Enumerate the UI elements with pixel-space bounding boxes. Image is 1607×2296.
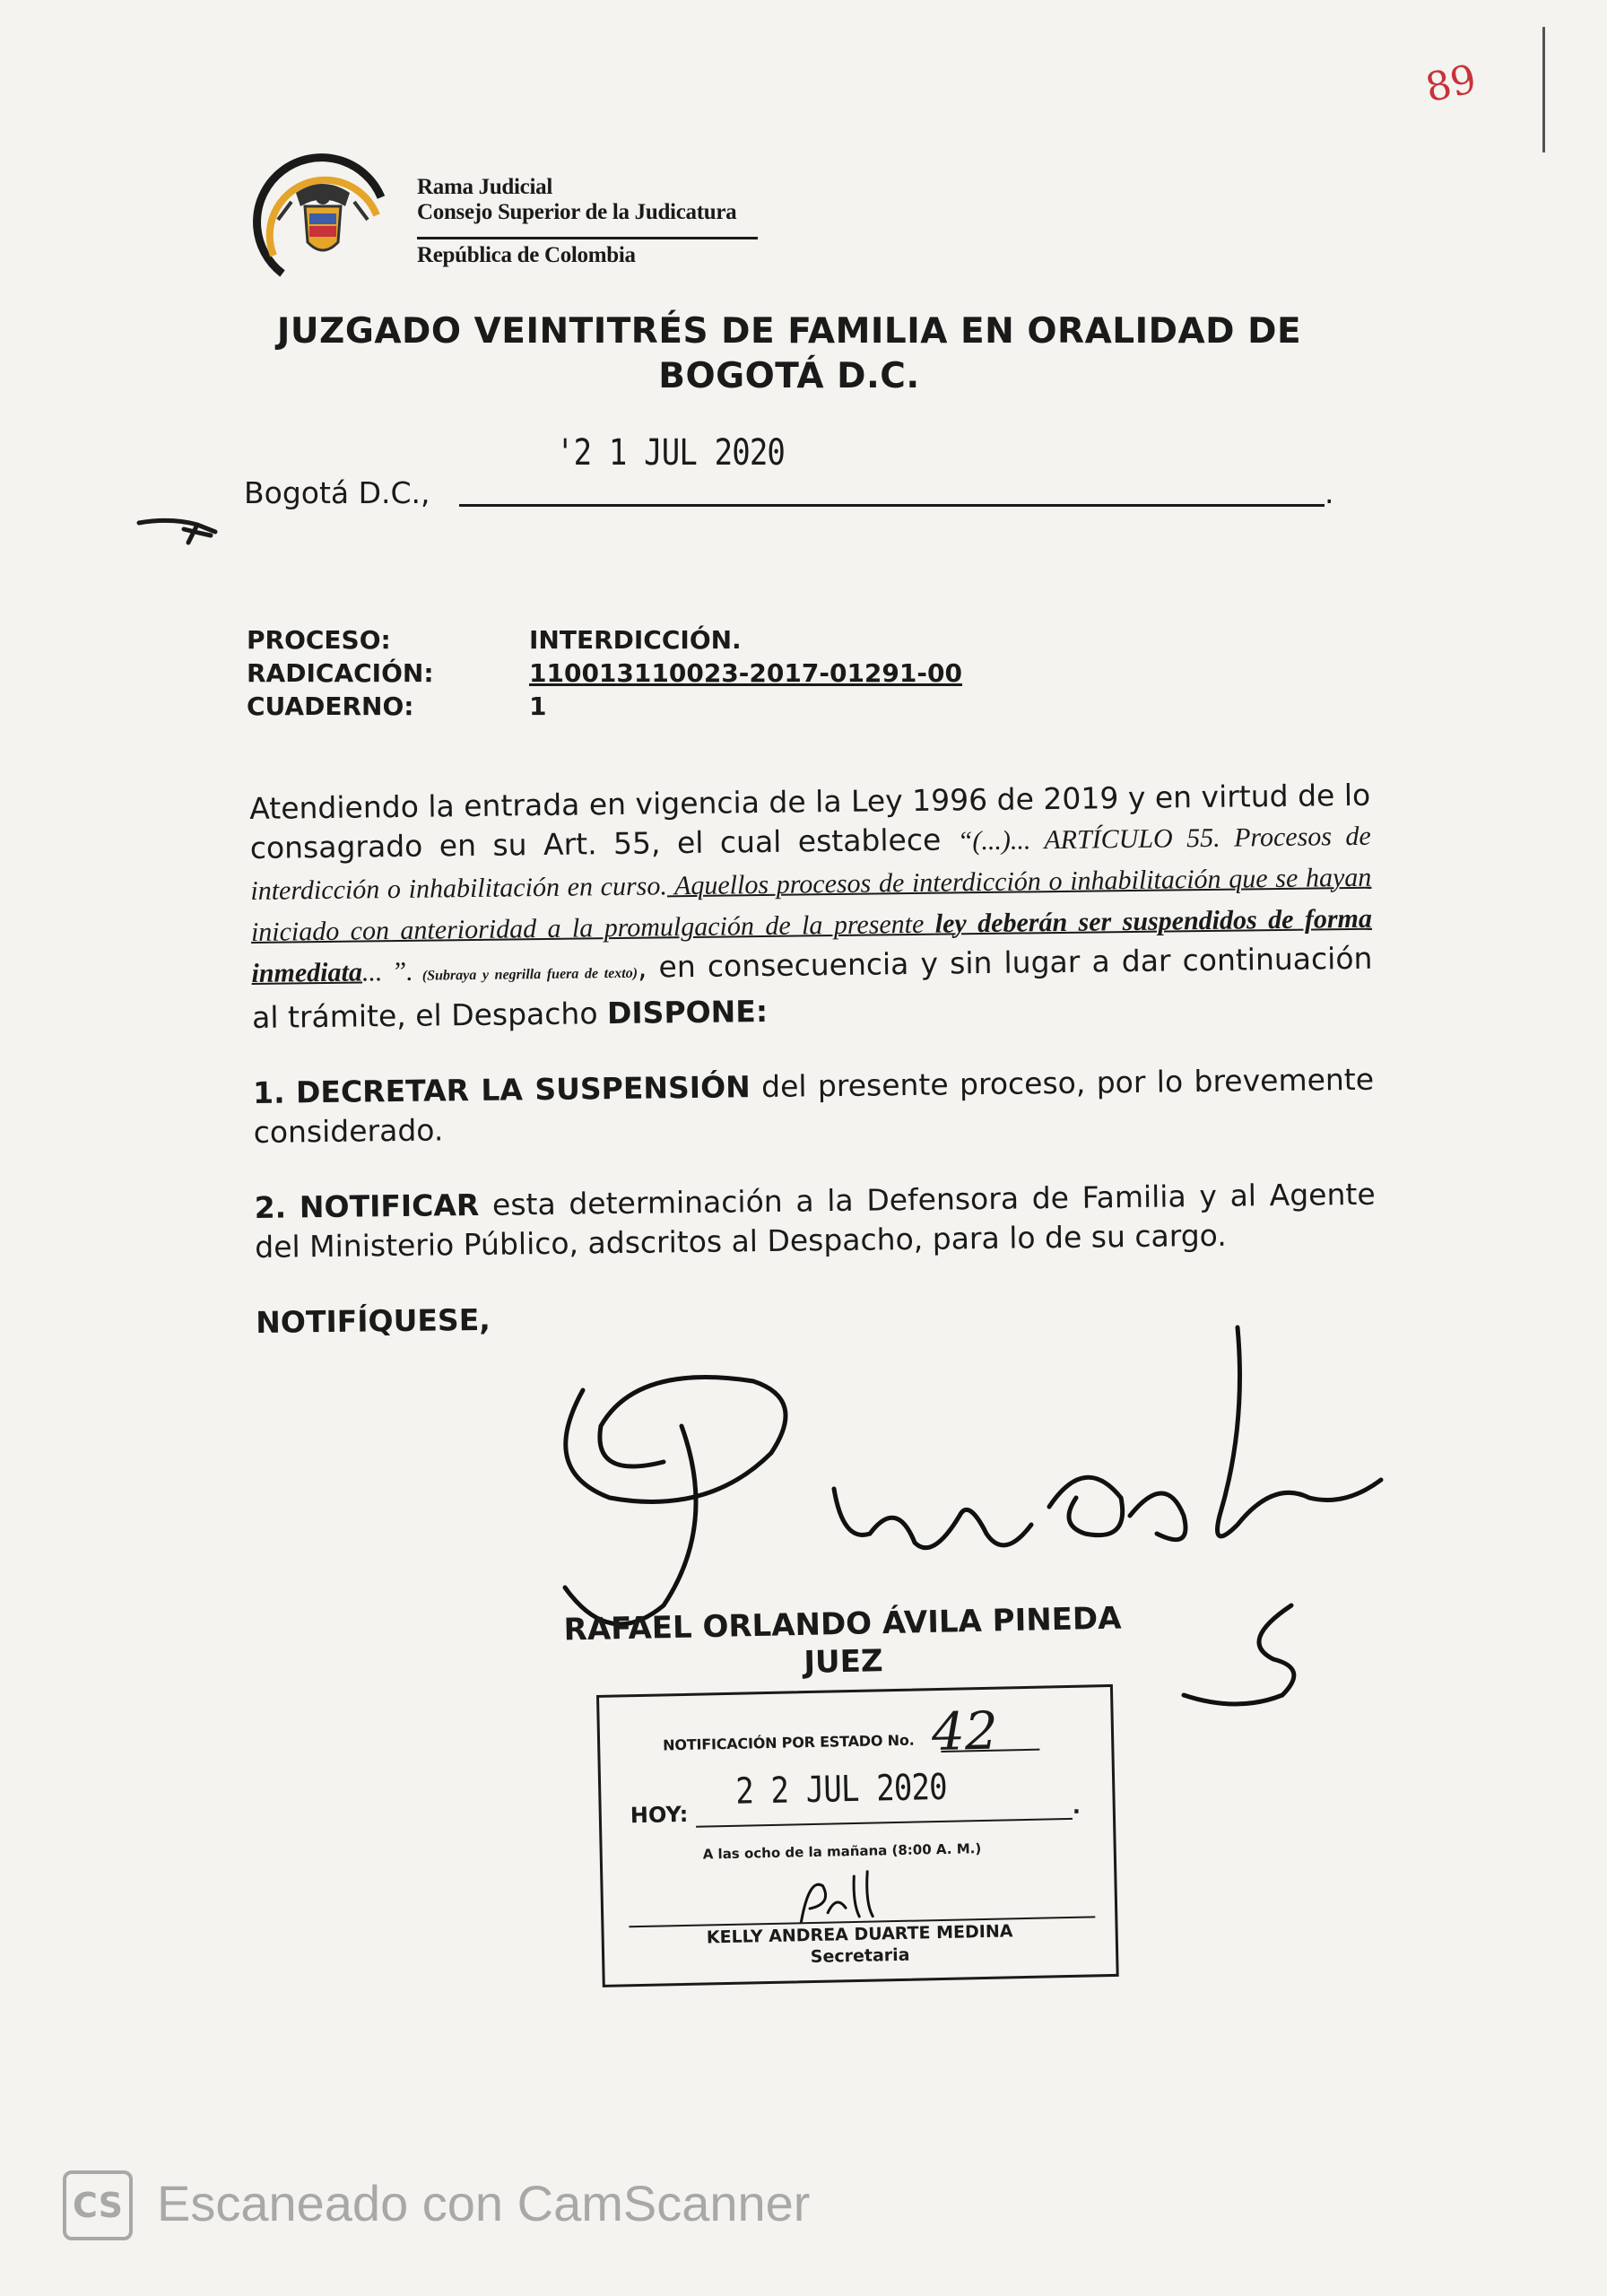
item2-number: 2. — [254, 1189, 287, 1225]
judge-block — [528, 1599, 1158, 1688]
intro-paragraph — [249, 776, 1373, 1038]
emphasis-note: (Subraya y negrilla fuera de texto) — [421, 965, 638, 984]
item1-text: del presente proceso, por lo brevemente considerado. — [253, 1061, 1375, 1150]
secretary-title: Secretaria — [810, 1944, 910, 1968]
camscanner-logo-icon: CS — [63, 2170, 133, 2240]
notification-stamp — [596, 1684, 1119, 1987]
quote-underlined: Aquellos procesos de interdicción o inhabilitación que se hayan iniciado con anterioridad a la promulgación de la presente — [250, 862, 1372, 947]
date-underline — [459, 504, 1325, 507]
date-label: Bogotá D.C., — [244, 475, 430, 510]
item1-bold: DECRETAR LA SUSPENSIÓN — [295, 1069, 751, 1110]
item2-text: esta determinación a la Defensora de Familia y al Agente del Ministerio Público, adscritos al Despacho, para lo de su cargo. — [254, 1176, 1376, 1265]
quote-start: “(...)... ARTÍCULO 55. Procesos de interdicción o inhabilitación en curso. — [250, 821, 1371, 906]
page-number: 89 — [1421, 56, 1481, 112]
court-title-line-1: JUZGADO VEINTITRÉS DE FAMILIA EN ORALIDAD DE — [276, 311, 1302, 352]
stamp-date: 2 2 JUL 2020 — [734, 1766, 948, 1813]
order-body — [249, 776, 1377, 1343]
stamp-date-end: . — [1072, 1793, 1081, 1819]
quote-end: ... ”. — [361, 956, 422, 987]
stamp-hoy-label: HOY: — [630, 1801, 689, 1829]
institution-header — [417, 175, 736, 268]
header-rule — [417, 237, 758, 239]
handwritten-arrow-mark — [135, 507, 224, 552]
coat-of-arms-logo — [247, 144, 399, 296]
cuaderno-value: 1 — [529, 691, 547, 721]
stamp-number: 42 — [931, 1700, 999, 1763]
date-line — [244, 432, 1338, 520]
order-item-1 — [253, 1060, 1375, 1152]
intro-text: Atendiendo la entrada en vigencia de la Ley 1996 de 2019 y en virtud de lo consagrado en su Art. 55, el cual establece — [249, 777, 1371, 865]
judge-name: RAFAEL ORLANDO ÁVILA PINEDA — [563, 1600, 1122, 1648]
institution-line-3: República de Colombia — [417, 243, 636, 267]
stamp-date-underline — [696, 1818, 1073, 1828]
radicacion-label: RADICACIÓN: — [247, 658, 434, 688]
dispone-label: DISPONE: — [606, 993, 769, 1031]
item1-number: 1. — [252, 1074, 285, 1110]
secretary-name: KELLY ANDREA DUARTE MEDINA — [706, 1921, 1013, 1948]
proceso-label: PROCESO: — [247, 625, 391, 655]
item2-bold: NOTIFICAR — [299, 1187, 480, 1225]
court-title — [242, 309, 1336, 399]
judge-title: JUEZ — [803, 1643, 883, 1681]
continuation-text: , en consecuencia y sin lugar a dar continuación al trámite, el Despacho — [251, 940, 1373, 1035]
cuaderno-label: CUADERNO: — [247, 691, 414, 721]
stamp-time: A las ocho de la mañana (8:00 A. M.) — [702, 1840, 982, 1863]
order-item-2 — [254, 1175, 1376, 1267]
institution-line-2: Consejo Superior de la Judicatura — [417, 200, 737, 224]
court-title-line-2: BOGOTÁ D.C. — [658, 356, 920, 396]
date-stamp: '2 1 JUL 2020 — [556, 432, 786, 474]
closing-text: NOTIFÍQUESE, — [256, 1301, 491, 1340]
radicacion-value: 110013110023-2017-01291-00 — [529, 658, 962, 688]
page-edge-mark — [1542, 27, 1545, 152]
stamp-title: NOTIFICACIÓN POR ESTADO No. — [662, 1731, 915, 1754]
proceso-value: INTERDICCIÓN. — [529, 625, 742, 655]
date-end: . — [1325, 475, 1334, 510]
institution-line-1: Rama Judicial — [417, 175, 552, 199]
quote-bold: ley deberán ser suspendidos de forma inmediata — [251, 903, 1373, 988]
watermark-text: Escaneado con CamScanner — [157, 2175, 811, 2231]
